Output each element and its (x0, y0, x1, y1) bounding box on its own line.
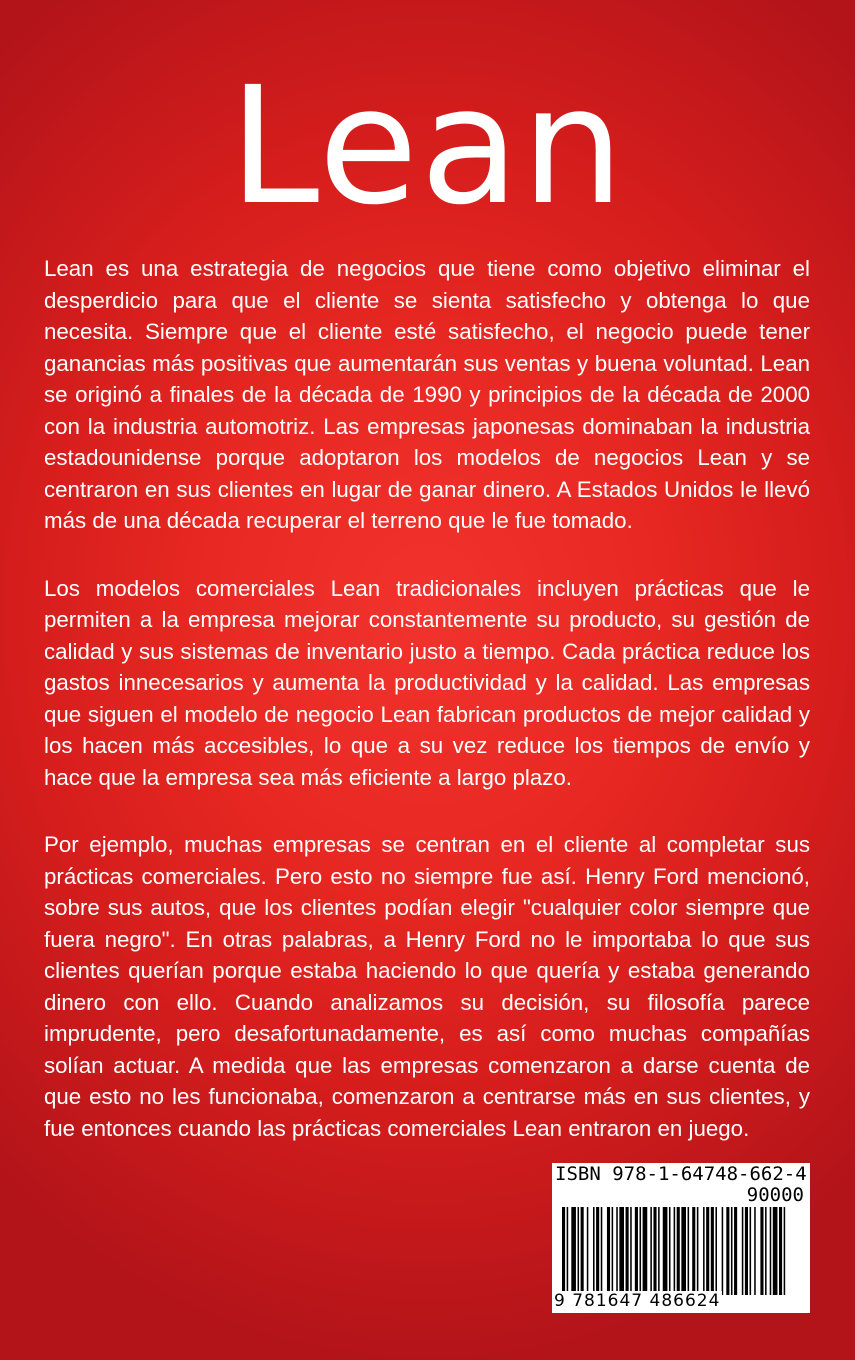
barcode-bar (587, 1207, 589, 1295)
barcode-bar (653, 1207, 656, 1295)
barcode-bar (692, 1207, 695, 1295)
barcode-bar (581, 1207, 584, 1295)
barcode-bar (669, 1207, 671, 1295)
barcode-bar (593, 1207, 595, 1295)
barcode-bar (750, 1207, 752, 1295)
blurb-paragraph-1: Lean es una estrategia de negocios que tiene como objetivo eliminar el desperdicio para que el cliente se sienta satisfecho y obtenga lo que necesita. Siempre que el cliente esté satisfecho, el negocio puede tener ganancias más positivas que aumentarán sus ventas y buena voluntad. Lean se originó a finales de la década de 1990 y principios de la década de 2000 con la industria automotriz. Las empresas japonesas dominaban la industria estadounidense porque adoptaron los modelos de negocios Lean y se centraron en sus clientes en lugar de ganar dinero. A Estados Unidos le llevó más de una década recuperar el terreno que le fue tomado. (44, 256, 810, 533)
blurb (44, 253, 810, 1180)
barcode-bar (770, 1207, 772, 1295)
barcode-bar (619, 1207, 624, 1295)
barcode-bar (754, 1207, 756, 1295)
barcode-bar (640, 1207, 642, 1295)
barcode-bar (567, 1207, 569, 1295)
barcode-bar (635, 1207, 638, 1295)
barcode-bar (773, 1207, 778, 1295)
barcode-bar (745, 1207, 748, 1295)
barcode-bar (616, 1207, 618, 1295)
barcode-bar (688, 1207, 690, 1295)
blurb-paragraph-3: Por ejemplo, muchas empresas se centran en el cliente al completar sus prácticas comerciales. Pero esto no siempre fue así. Henry Ford mencionó, sobre sus autos, que los clientes podían elegir "cualquier color siempre que fuera negro". En otras palabras, a Henry Ford no le importaba lo que sus clientes querían porque estaba haciendo lo que quería y estaba generando dinero con ello. Cuando analizamos su decisión, su filosofía parece imprudente, pero desafortunadamente, es así como muchas compañías solían actuar. A medida que las empresas comenzaron a darse cuenta de que esto no les funcionaba, comenzaron a centrarse más en sus clientes, y fue entonces cuando las prácticas comerciales Lean entraron en juego. (44, 832, 810, 1141)
barcode-bar (731, 1207, 733, 1295)
blurb-paragraph-2: Los modelos comerciales Lean tradicionales incluyen prácticas que le permiten a la empresa mejorar constantemente su producto, su gestión de calidad y sus sistemas de inventario justo a tiempo. Cada práctica reduce los gastos innecesarios y aumenta la productividad y la calidad. Las empresas que siguen el modelo de negocio Lean fabrican productos de mejor calidad y los hacen más accesibles, lo que a su vez reduce los tiempos de envío y hace que la empresa sea más eficiente a largo plazo. (44, 575, 810, 790)
barcode-bar (706, 1207, 709, 1295)
barcode-bar (697, 1207, 699, 1295)
barcode-bar (607, 1207, 610, 1295)
barcode-bar (663, 1207, 668, 1295)
barcode-bar (784, 1207, 786, 1295)
barcode-bar (612, 1207, 614, 1295)
barcode-bar (578, 1207, 580, 1295)
barcode-bar (562, 1207, 565, 1295)
price-addon: 90000 (746, 1184, 804, 1206)
ean-digits: 9 781647 486624 (554, 1291, 721, 1311)
barcode-bar (760, 1207, 763, 1295)
book-title: Lean (228, 53, 627, 241)
barcode-bar (765, 1207, 767, 1295)
barcode-bar (742, 1207, 744, 1295)
barcode-bars (562, 1207, 806, 1295)
barcode-bar (681, 1207, 686, 1295)
barcode-bar (779, 1207, 782, 1295)
barcode-bar (711, 1207, 714, 1295)
isbn-label: ISBN 978-1-64748-662-4 (555, 1163, 807, 1185)
barcode-bar (643, 1207, 648, 1295)
barcode-bar (571, 1207, 576, 1295)
barcode-bar (703, 1207, 705, 1295)
barcode-bar (677, 1207, 680, 1295)
barcode-bar (626, 1207, 629, 1295)
barcode-bar (658, 1207, 660, 1295)
barcode-bar (596, 1207, 599, 1295)
isbn-barcode (552, 1163, 810, 1313)
barcode-bar (601, 1207, 603, 1295)
barcode-bar (674, 1207, 676, 1295)
barcode-bar (630, 1207, 632, 1295)
barcode-bar (715, 1207, 717, 1295)
barcode-bar (722, 1207, 724, 1295)
barcode-bar (726, 1207, 729, 1295)
barcode-bar (734, 1207, 737, 1295)
barcode-bar (650, 1207, 652, 1295)
